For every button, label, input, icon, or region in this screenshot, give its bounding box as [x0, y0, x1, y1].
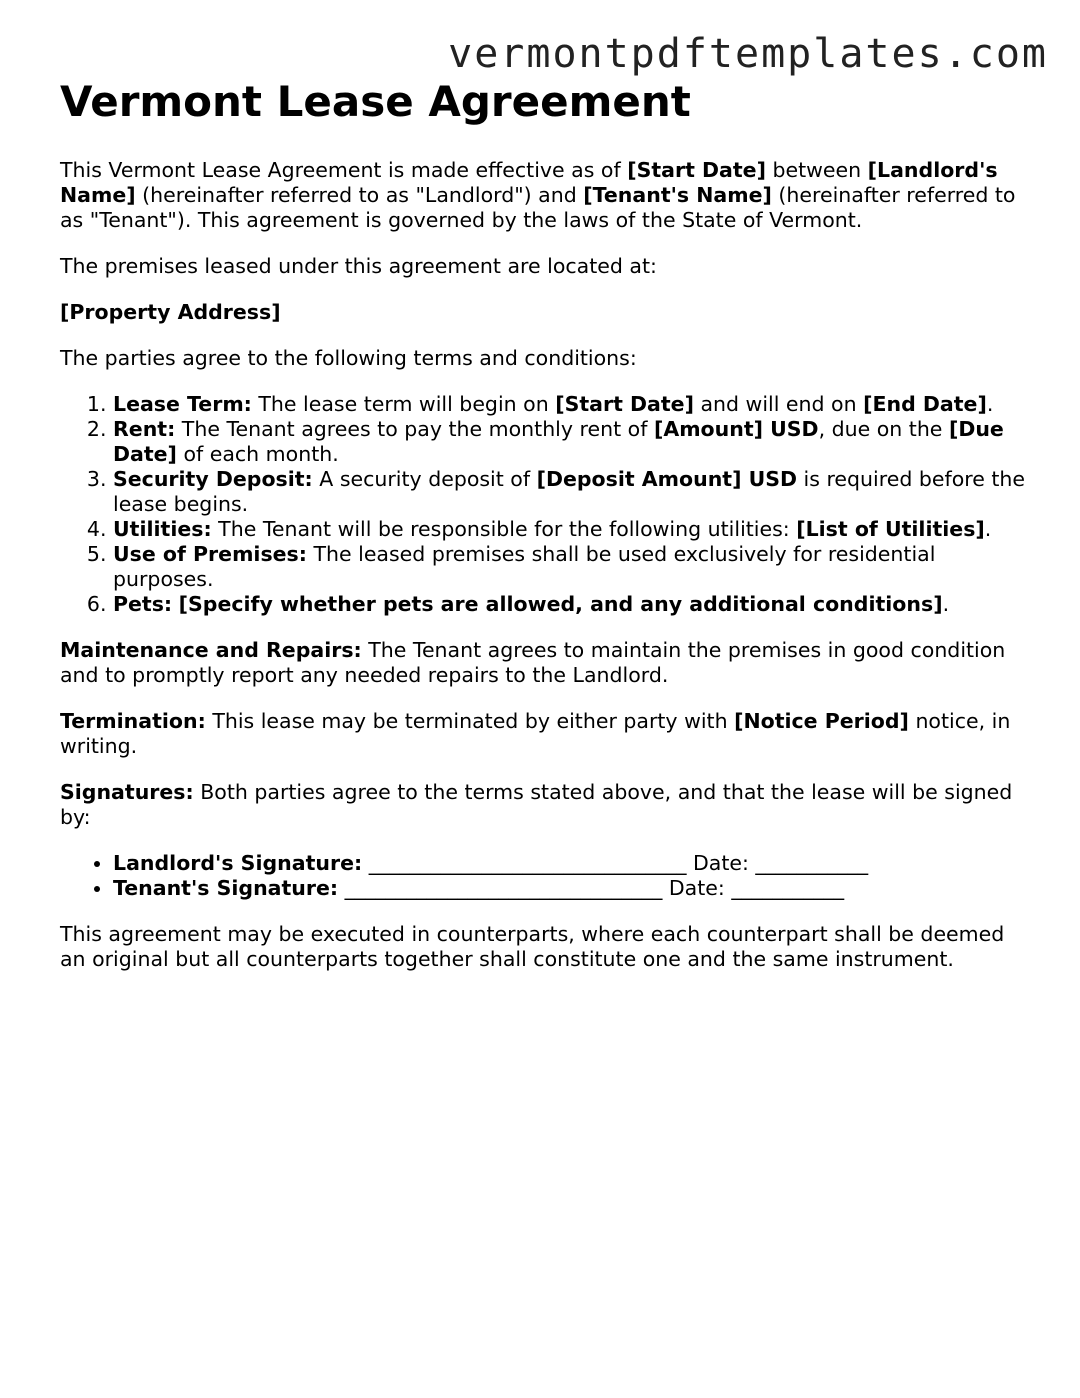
property-address-paragraph — [60, 300, 1030, 325]
term-text: . — [986, 392, 994, 416]
site-watermark: vermontpdftemplates.com — [448, 31, 1048, 77]
term-use-of-premises — [113, 542, 1030, 592]
lease-document — [60, 78, 1030, 993]
deposit-amount-placeholder: [Deposit Amount] USD — [536, 467, 798, 491]
landlord-signature-label: Landlord's Signature: — [113, 851, 363, 875]
rent-amount-placeholder: [Amount] USD — [653, 417, 819, 441]
termination-text: This lease may be terminated by either party with — [205, 709, 735, 733]
document-title: Vermont Lease Agreement — [60, 77, 691, 126]
term-text: . — [984, 517, 992, 541]
term-label: Utilities: — [113, 517, 212, 541]
term-rent — [113, 417, 1030, 467]
signature-list — [60, 851, 1030, 901]
term-text: is required before the lease begins. — [113, 467, 1025, 516]
term-text: The leased premises shall be used exclusively for residential purposes. — [113, 542, 936, 591]
maintenance-label: Maintenance and Repairs: — [60, 638, 362, 662]
intro-text-3: (hereinafter referred to as "Landlord") and — [135, 183, 584, 207]
landlord-signature-blank: _______________________________ Date: ___________ — [362, 851, 869, 875]
closing-paragraph: This agreement may be executed in counterparts, where each counterpart shall be deemed an original but all counterparts together shall constitute one and the same instrument. — [60, 922, 1005, 971]
tenant-signature-line — [113, 876, 1030, 901]
term-label: Use of Premises: — [113, 542, 307, 566]
maintenance-text: The Tenant agrees to maintain the premises in good condition and to promptly report any needed repairs to the Landlord. — [60, 638, 1006, 687]
term-label: Rent: — [113, 417, 176, 441]
signatures-paragraph — [60, 780, 1030, 830]
utilities-list-placeholder: [List of Utilities] — [796, 517, 985, 541]
landlord-name-placeholder: [Landlord's Name] — [60, 158, 998, 207]
due-date-placeholder: [Due Date] — [113, 417, 1004, 466]
pets-spec-placeholder: [Specify whether pets are allowed, and any additional conditions] — [178, 592, 943, 616]
term-text: . — [942, 592, 950, 616]
termination-text-2: notice, in writing. — [60, 709, 1011, 758]
term-text: , due on the — [818, 417, 949, 441]
premises-paragraph: The premises leased under this agreement are located at: — [60, 254, 657, 278]
intro-paragraph — [60, 158, 1030, 233]
tenant-name-placeholder: [Tenant's Name] — [583, 183, 772, 207]
term-label: Security Deposit: — [113, 467, 313, 491]
maintenance-paragraph — [60, 638, 1030, 688]
term-security-deposit — [113, 467, 1030, 517]
lease-start-placeholder: [Start Date] — [555, 392, 694, 416]
landlord-signature-line — [113, 851, 1030, 876]
start-date-placeholder: [Start Date] — [627, 158, 766, 182]
term-label: Lease Term: — [113, 392, 252, 416]
lease-end-placeholder: [End Date] — [863, 392, 987, 416]
term-text: A security deposit of — [312, 467, 537, 491]
signatures-label: Signatures: — [60, 780, 194, 804]
intro-text-1: This Vermont Lease Agreement is made effective as of — [60, 158, 628, 182]
term-pets — [113, 592, 1030, 617]
terms-list — [60, 392, 1030, 617]
term-text: The Tenant agrees to pay the monthly rent of — [175, 417, 654, 441]
termination-paragraph — [60, 709, 1030, 759]
intro-text-4: (hereinafter referred to as "Tenant"). This agreement is governed by the laws of the State of Vermont. — [60, 183, 1016, 232]
term-text: The lease term will begin on — [251, 392, 556, 416]
tenant-signature-blank: _______________________________ Date: ___________ — [338, 876, 845, 900]
notice-period-placeholder: [Notice Period] — [734, 709, 909, 733]
signatures-text: Both parties agree to the terms stated above, and that the lease will be signed by: — [60, 780, 1013, 829]
terms-intro-paragraph: The parties agree to the following terms and conditions: — [60, 346, 637, 370]
termination-label: Termination: — [60, 709, 206, 733]
term-utilities — [113, 517, 1030, 542]
tenant-signature-label: Tenant's Signature: — [113, 876, 339, 900]
property-address-placeholder: [Property Address] — [60, 300, 281, 324]
term-text: The Tenant will be responsible for the following utilities: — [211, 517, 797, 541]
term-lease-term — [113, 392, 1030, 417]
term-text: of each month. — [176, 442, 339, 466]
term-label: Pets: — [113, 592, 173, 616]
intro-text-2: between — [765, 158, 868, 182]
term-text: and will end on — [693, 392, 864, 416]
